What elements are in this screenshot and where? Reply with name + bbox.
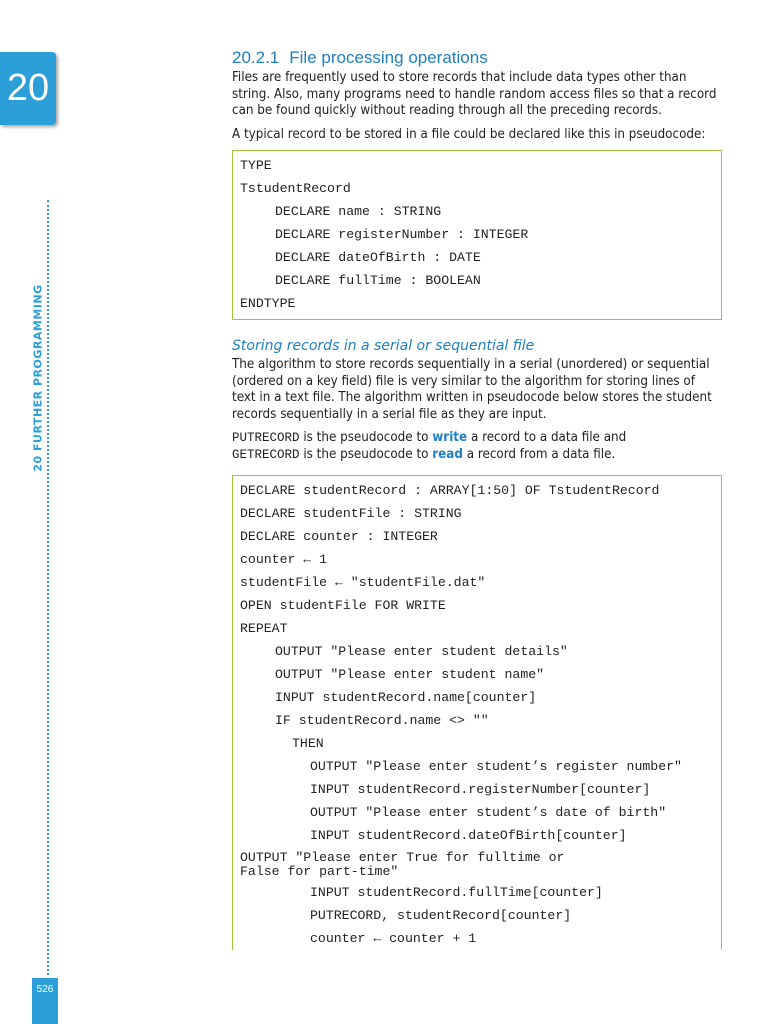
code-line: PUTRECORD, studentRecord[counter] bbox=[310, 908, 572, 923]
code-line: counter ← counter + 1 bbox=[310, 931, 477, 946]
code-line: OUTPUT "Please enter student’s register number" bbox=[310, 759, 682, 774]
code-line: TYPE bbox=[240, 158, 272, 173]
intro-paragraph: Files are frequently used to store records that include data types other than string. Also, many programs need to handle random access files so that a record can be found quickly without reading through all the preceding records. bbox=[232, 70, 717, 118]
code-line: REPEAT bbox=[240, 621, 288, 636]
putrecord-keyword: PUTRECORD bbox=[232, 431, 300, 445]
code-line: DECLARE counter : INTEGER bbox=[240, 529, 438, 544]
write-keyword: write bbox=[432, 430, 468, 445]
note-text: a record to a data file and bbox=[467, 430, 627, 445]
code-line: counter ← 1 bbox=[240, 552, 328, 567]
code-line: OUTPUT "Please enter True for fulltime or False for part-time" bbox=[240, 850, 565, 879]
note-text: is the pseudocode to bbox=[299, 430, 433, 445]
code-line: OUTPUT "Please enter student’s date of birth" bbox=[310, 805, 667, 820]
record-type-code-box bbox=[232, 150, 722, 320]
chapter-number-tab: 20 bbox=[0, 52, 56, 125]
code-line: OUTPUT "Please enter student name" bbox=[275, 667, 545, 682]
subsection-heading: Storing records in a serial or sequential file bbox=[232, 338, 535, 354]
code-line: IF studentRecord.name <> "" bbox=[275, 713, 489, 728]
code-line: DECLARE studentRecord : ARRAY[1:50] OF TstudentRecord bbox=[240, 483, 660, 498]
read-keyword: read bbox=[432, 446, 463, 462]
code-line: DECLARE registerNumber : INTEGER bbox=[275, 227, 529, 242]
code-line: studentFile ← "studentFile.dat" bbox=[240, 575, 486, 590]
code-line: INPUT studentRecord.dateOfBirth[counter] bbox=[310, 828, 627, 843]
code-line: DECLARE studentFile : STRING bbox=[240, 506, 462, 521]
algorithm-code-box bbox=[232, 475, 722, 950]
code-line: OPEN studentFile FOR WRITE bbox=[240, 598, 446, 613]
note-text: a record from a data file. bbox=[462, 446, 616, 462]
chapter-side-title: 20 FURTHER PROGRAMMING bbox=[32, 280, 45, 475]
code-line: OUTPUT "Please enter student details" bbox=[275, 644, 568, 659]
page-content bbox=[232, 48, 722, 950]
side-dotted-rule bbox=[47, 200, 49, 975]
section-title: File processing operations bbox=[289, 48, 488, 67]
intro-paragraph-2: A typical record to be stored in a file could be declared like this in pseudocode: bbox=[232, 126, 706, 142]
code-line: DECLARE name : STRING bbox=[275, 204, 442, 219]
code-line: ENDTYPE bbox=[240, 296, 296, 311]
code-line: TstudentRecord bbox=[240, 181, 351, 196]
page-number: 526 bbox=[32, 978, 58, 1024]
getrecord-keyword: GETRECORD bbox=[232, 447, 300, 462]
subsection-paragraph: The algorithm to store records sequentially in a serial (unordered) or sequential (ordered on a key field) file is very similar to the algorithm for storing lines of text in a text file. The algorithm written in pseudocode below stores the student records sequentially in a serial file as they are input. bbox=[232, 357, 712, 422]
section-heading bbox=[232, 48, 722, 68]
note-text: is the pseudocode to bbox=[299, 446, 433, 462]
code-line: DECLARE fullTime : BOOLEAN bbox=[275, 273, 481, 288]
code-line: INPUT studentRecord.registerNumber[counter] bbox=[310, 782, 651, 797]
code-line: DECLARE dateOfBirth : DATE bbox=[275, 250, 481, 265]
code-line: INPUT studentRecord.fullTime[counter] bbox=[310, 885, 603, 900]
note-paragraph bbox=[232, 430, 722, 463]
code-line: THEN bbox=[292, 736, 324, 751]
code-line: INPUT studentRecord.name[counter] bbox=[275, 690, 537, 705]
section-number: 20.2.1 bbox=[232, 48, 280, 67]
